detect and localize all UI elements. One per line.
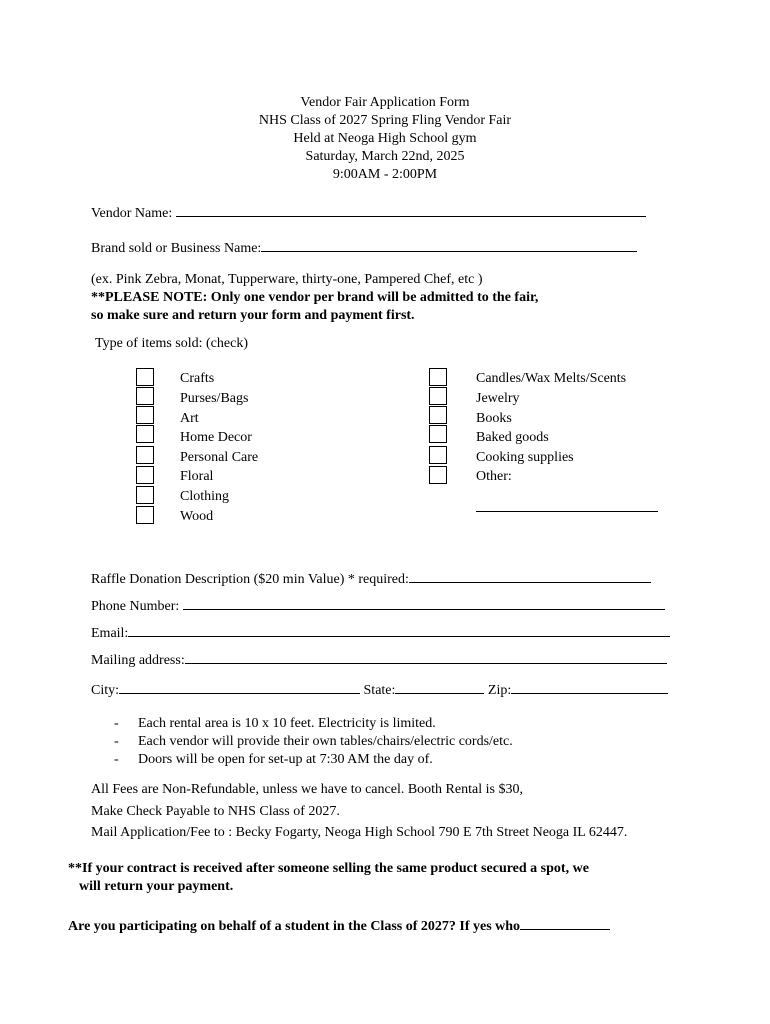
raffle-row (91, 569, 651, 587)
vendor-name-label: Vendor Name: (91, 206, 173, 221)
state-field[interactable] (395, 680, 484, 694)
checkbox-crafts[interactable] (136, 368, 154, 386)
items-heading: Type of items sold: (check) (95, 336, 248, 351)
contract-note-line1: **If your contract is received after someone selling the same product secured a spot, we (68, 861, 589, 876)
item-label-candles: Candles/Wax Melts/Scents (476, 371, 627, 386)
student-name-field[interactable] (520, 916, 610, 930)
brand-row (91, 238, 637, 256)
checkbox-other[interactable] (429, 466, 447, 484)
mailing-row (91, 650, 667, 668)
mailing-label: Mailing address: (91, 653, 185, 668)
raffle-field[interactable] (409, 569, 651, 583)
item-label-crafts: Crafts (180, 371, 215, 386)
raffle-label: Raffle Donation Description ($20 min Value) * required: (91, 572, 409, 587)
please-note-line2: so make sure and return your form and payment first. (91, 308, 415, 323)
fees-line3: Mail Application/Fee to : Becky Fogarty, Neoga High School 790 E 7th Street Neoga IL 62447. (91, 825, 628, 840)
item-label-baked-goods: Baked goods (476, 430, 549, 445)
rule-item (114, 735, 513, 749)
event-name: NHS Class of 2027 Spring Fling Vendor Fair (258, 113, 512, 128)
checkbox-books[interactable] (429, 406, 447, 424)
checkbox-floral[interactable] (136, 466, 154, 484)
item-label-books: Books (476, 411, 512, 426)
item-label-wood: Wood (180, 509, 214, 524)
rule-bullet: - (114, 716, 119, 731)
checkbox-clothing[interactable] (136, 486, 154, 504)
item-label-personal-care: Personal Care (180, 450, 259, 465)
please-note-line1: **PLEASE NOTE: Only one vendor per brand will be admitted to the fair, (91, 290, 539, 305)
student-question: Are you participating on behalf of a student in the Class of 2027? If yes who (68, 919, 521, 934)
item-label-art: Art (180, 411, 199, 426)
checkbox-wood[interactable] (136, 506, 154, 524)
rule-text: Each rental area is 10 x 10 feet. Electricity is limited. (138, 716, 436, 731)
fees-line2: Make Check Payable to NHS Class of 2027. (91, 804, 340, 819)
item-label-jewelry: Jewelry (476, 391, 520, 406)
vendor-name-row (91, 203, 646, 221)
email-row (91, 623, 670, 641)
vendor-name-field[interactable] (176, 203, 646, 217)
fees-line1: All Fees are Non-Refundable, unless we have to cancel. Booth Rental is $30, (91, 782, 523, 797)
rule-bullet: - (114, 752, 119, 767)
item-label-home-decor: Home Decor (180, 430, 252, 445)
item-label-floral: Floral (180, 469, 214, 484)
phone-label: Phone Number: (91, 599, 180, 614)
student-question-row (68, 916, 610, 934)
item-label-purses-bags: Purses/Bags (180, 391, 249, 406)
rule-text: Doors will be open for set-up at 7:30 AM the day of. (138, 752, 433, 767)
checkbox-baked-goods[interactable] (429, 425, 447, 443)
item-label-other: Other: (476, 469, 512, 484)
rule-text: Each vendor will provide their own tables/chairs/electric cords/etc. (138, 734, 513, 749)
event-location: Held at Neoga High School gym (293, 131, 477, 146)
form-title: Vendor Fair Application Form (300, 95, 470, 110)
email-label: Email: (91, 626, 129, 641)
other-field[interactable] (476, 498, 658, 512)
event-date: Saturday, March 22nd, 2025 (305, 149, 465, 164)
zip-field[interactable] (511, 680, 668, 694)
zip-label: Zip: (487, 683, 512, 698)
phone-field[interactable] (183, 596, 665, 610)
city-state-zip-row (91, 680, 668, 698)
event-time: 9:00AM - 2:00PM (332, 167, 438, 182)
checkbox-home-decor[interactable] (136, 425, 154, 443)
brand-label: Brand sold or Business Name: (91, 241, 262, 256)
state-label: State: (363, 683, 396, 698)
rule-item (114, 717, 436, 731)
brand-field[interactable] (261, 238, 637, 252)
checkbox-candles[interactable] (429, 368, 447, 386)
email-field[interactable] (128, 623, 670, 637)
city-label: City: (91, 683, 120, 698)
rule-item (114, 753, 433, 767)
rule-bullet: - (114, 734, 119, 749)
mailing-field[interactable] (185, 650, 667, 664)
checkbox-purses-bags[interactable] (136, 387, 154, 405)
brand-examples: (ex. Pink Zebra, Monat, Tupperware, thirty-one, Pampered Chef, etc ) (91, 272, 483, 287)
item-label-clothing: Clothing (180, 489, 230, 504)
checkbox-personal-care[interactable] (136, 446, 154, 464)
checkbox-art[interactable] (136, 406, 154, 424)
contract-note-line2: will return your payment. (79, 879, 234, 894)
checkbox-cooking-supplies[interactable] (429, 446, 447, 464)
phone-row (91, 596, 665, 614)
item-label-cooking-supplies: Cooking supplies (476, 450, 574, 465)
checkbox-jewelry[interactable] (429, 387, 447, 405)
city-field[interactable] (119, 680, 360, 694)
